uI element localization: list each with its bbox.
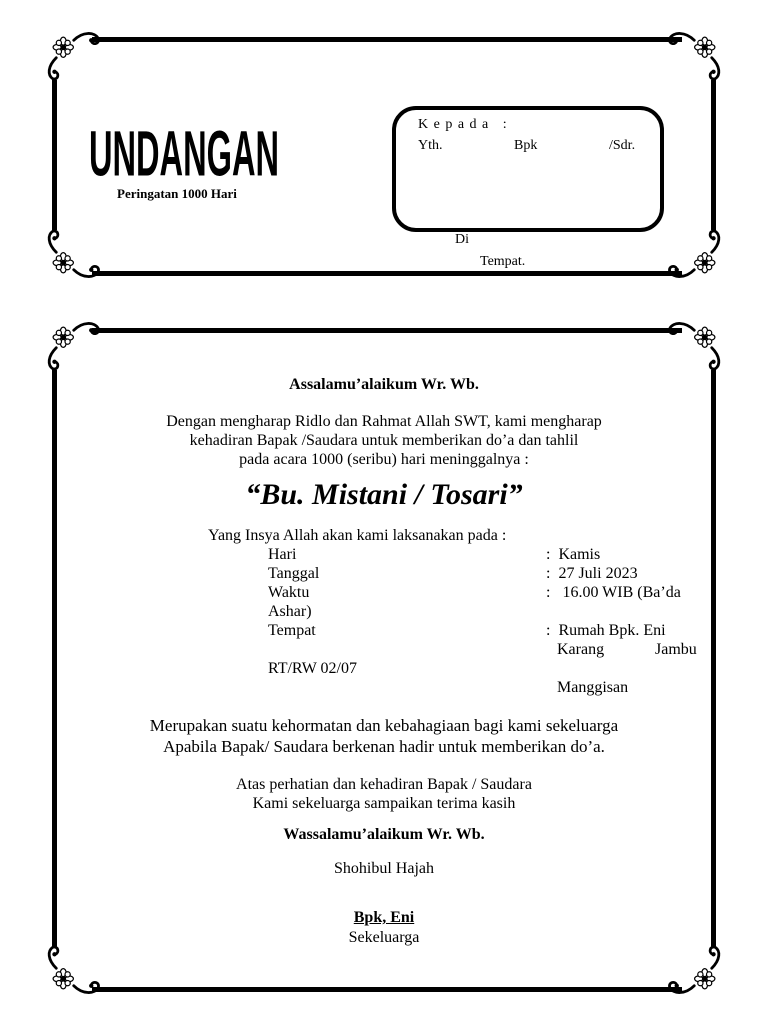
- schedule-intro: Yang Insya Allah akan kami laksanakan pada :: [208, 527, 507, 544]
- tempat-label: Tempat.: [480, 254, 526, 269]
- honor-line-2: Apabila Bapak/ Saudara berkenan hadir untuk memberikan do’a.: [163, 737, 605, 756]
- sdr-label: /Sdr.: [609, 138, 636, 153]
- intro-line-1: Dengan mengharap Ridlo dan Rahmat Allah SWT, kami mengharap: [166, 413, 602, 430]
- undangan-title-text: UNDANGAN: [89, 116, 280, 190]
- di-label: Di: [455, 232, 469, 247]
- envelope-border-right: [711, 80, 716, 230]
- honor-line-1: Merupakan suatu kehormatan dan kebahagiaan bagi kami sekeluarga: [149, 716, 619, 735]
- intro-line-2: kehadiran Bapak /Saudara untuk memberikan do’a dan tahlil: [189, 432, 579, 449]
- tempat-continuation-b: Jambu: [655, 641, 697, 658]
- waktu-continuation: Ashar): [268, 603, 312, 620]
- letter-border-bottom: [92, 987, 682, 992]
- flourish-corner-icon: [664, 318, 728, 374]
- tempat-value: : Rumah Bpk. Eni: [546, 622, 666, 639]
- signatory: Bpk, Eni: [353, 909, 415, 926]
- tempat-continuation-2: Manggisan: [557, 679, 629, 696]
- tanggal-label: Tanggal: [268, 565, 320, 582]
- family: Sekeluarga: [348, 929, 420, 946]
- thanks-line-1: Atas perhatian dan kehadiran Bapak / Saudara: [236, 776, 532, 793]
- greeting: Assalamu’alaikum Wr. Wb.: [289, 376, 479, 393]
- waktu-value: : 16.00 WIB (Ba’da: [546, 584, 681, 601]
- bpk-label: Bpk: [514, 138, 538, 153]
- flourish-corner-icon: [664, 942, 728, 998]
- thanks-line-2: Kami sekeluarga sampaikan terima kasih: [252, 795, 516, 812]
- kepada-label: K e p a d a :: [418, 117, 508, 132]
- flourish-corner-icon: [40, 942, 104, 998]
- undangan-title: [86, 118, 282, 190]
- envelope-subtitle: Peringatan 1000 Hari: [117, 186, 237, 201]
- flourish-corner-icon: [40, 28, 104, 84]
- flourish-corner-icon: [40, 226, 104, 282]
- intro-line-3: pada acara 1000 (seribu) hari meninggalnya :: [239, 451, 529, 468]
- envelope-border-bottom: [92, 271, 682, 276]
- tanggal-value: : 27 Juli 2023: [546, 565, 638, 582]
- tempat-label: Tempat: [268, 622, 316, 639]
- hari-label: Hari: [268, 546, 297, 563]
- waktu-label: Waktu: [268, 584, 310, 601]
- host: Shohibul Hajah: [334, 860, 434, 877]
- deceased-name: “Bu. Mistani / Tosari”: [245, 478, 523, 511]
- flourish-corner-icon: [664, 226, 728, 282]
- envelope-border-left: [52, 80, 57, 230]
- envelope-border-top: [92, 37, 682, 42]
- closing: Wassalamu’alaikum Wr. Wb.: [283, 826, 485, 843]
- flourish-corner-icon: [664, 28, 728, 84]
- rtrw: RT/RW 02/07: [268, 660, 357, 677]
- tempat-continuation-a: Karang: [557, 641, 605, 658]
- letter-border-top: [92, 328, 682, 333]
- hari-value: : Kamis: [546, 546, 601, 563]
- envelope-card: [0, 0, 768, 300]
- flourish-corner-icon: [40, 318, 104, 374]
- yth-label: Yth.: [418, 138, 443, 153]
